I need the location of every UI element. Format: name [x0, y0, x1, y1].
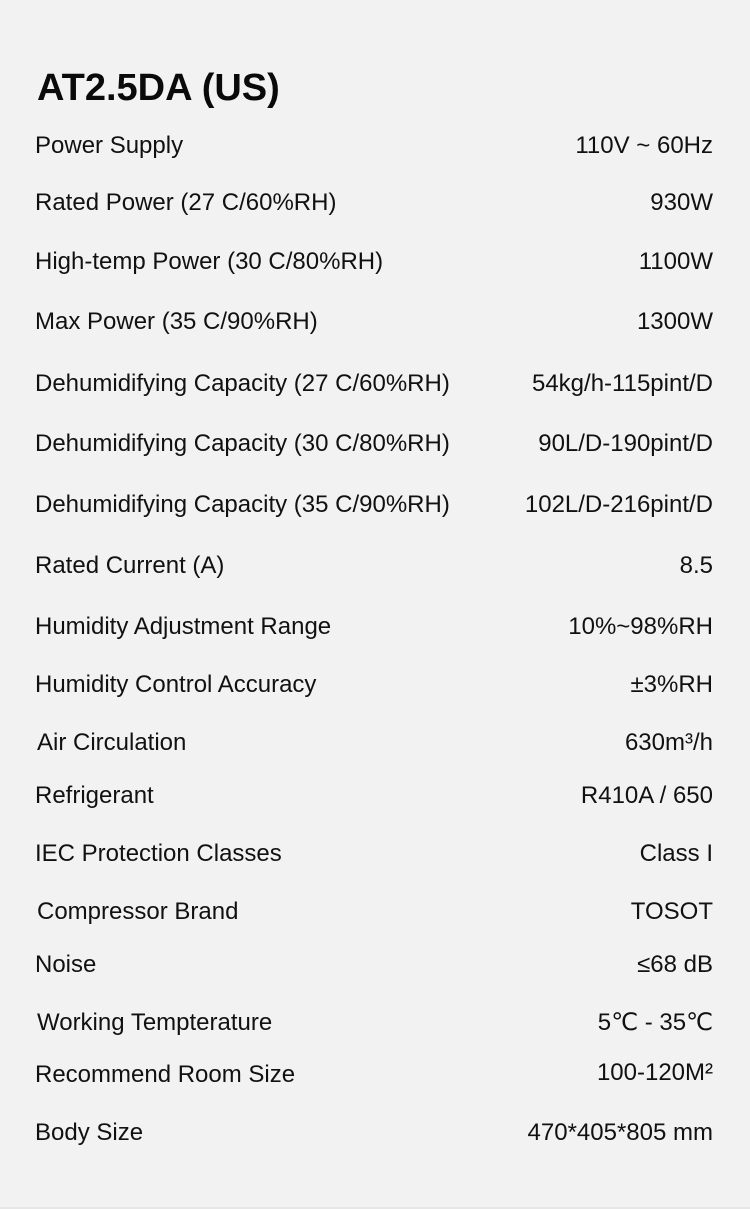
spec-value: 1100W	[638, 248, 713, 275]
spec-row-dehumidifying-27	[0, 364, 750, 404]
spec-value: 110V ~ 60Hz	[575, 132, 713, 159]
spec-row-noise	[0, 945, 750, 985]
spec-row-high-temp-power	[0, 242, 750, 282]
spec-row-rated-current	[0, 546, 750, 586]
spec-label: Noise	[35, 951, 97, 978]
page-title: AT2.5DA (US)	[37, 67, 280, 109]
spec-row-air-circulation	[0, 723, 750, 763]
spec-label: Body Size	[35, 1119, 144, 1146]
spec-label: Dehumidifying Capacity (30 C/80%RH)	[35, 430, 450, 457]
spec-value: TOSOT	[630, 898, 713, 925]
spec-label: Rated Power (27 C/60%RH)	[35, 189, 337, 216]
spec-value: 54kg/h-115pint/D	[531, 370, 713, 397]
spec-label: Power Supply	[35, 132, 184, 159]
spec-row-body-size	[0, 1113, 750, 1153]
spec-value: 100-120M²	[596, 1059, 713, 1086]
spec-label: Max Power (35 C/90%RH)	[35, 308, 318, 335]
spec-label: Recommend Room Size	[35, 1061, 296, 1088]
spec-row-compressor-brand	[0, 892, 750, 932]
spec-row-humidity-accuracy	[0, 665, 750, 705]
spec-value: 10%~98%RH	[568, 613, 713, 640]
spec-value: 90L/D-190pint/D	[538, 430, 713, 457]
spec-label: Humidity Adjustment Range	[35, 613, 332, 640]
spec-value: ±3%RH	[630, 671, 713, 698]
spec-value: 1300W	[636, 308, 713, 335]
spec-row-dehumidifying-35	[0, 485, 750, 525]
spec-value: 8.5	[679, 552, 713, 579]
spec-row-dehumidifying-30	[0, 424, 750, 464]
spec-row-room-size	[0, 1055, 750, 1095]
spec-label: Compressor Brand	[37, 898, 239, 925]
spec-label: Air Circulation	[37, 729, 187, 756]
spec-label: Rated Current (A)	[35, 552, 225, 579]
spec-row-humidity-range	[0, 607, 750, 647]
spec-label: Dehumidifying Capacity (35 C/90%RH)	[35, 491, 450, 518]
spec-row-refrigerant	[0, 776, 750, 816]
spec-label: IEC Protection Classes	[35, 840, 282, 867]
spec-value: 930W	[650, 189, 713, 216]
spec-label: High-temp Power (30 C/80%RH)	[35, 248, 384, 275]
spec-value: 630m³/h	[624, 729, 713, 756]
spec-label: Refrigerant	[35, 782, 154, 809]
spec-label: Humidity Control Accuracy	[35, 671, 317, 698]
spec-value: 5℃ - 35℃	[597, 1009, 713, 1036]
spec-label: Working Tempterature	[37, 1009, 273, 1036]
spec-label: Dehumidifying Capacity (27 C/60%RH)	[35, 370, 450, 397]
spec-row-rated-power	[0, 183, 750, 223]
spec-value: Class I	[639, 840, 713, 867]
spec-value: R410A / 650	[580, 782, 713, 809]
spec-row-power-supply	[0, 126, 750, 166]
spec-value: ≤68 dB	[637, 951, 713, 978]
spec-row-working-temperature	[0, 1003, 750, 1043]
spec-value: 470*405*805 mm	[527, 1119, 713, 1146]
spec-value: 102L/D-216pint/D	[524, 491, 713, 518]
spec-row-max-power	[0, 302, 750, 342]
spec-row-iec-protection	[0, 834, 750, 874]
